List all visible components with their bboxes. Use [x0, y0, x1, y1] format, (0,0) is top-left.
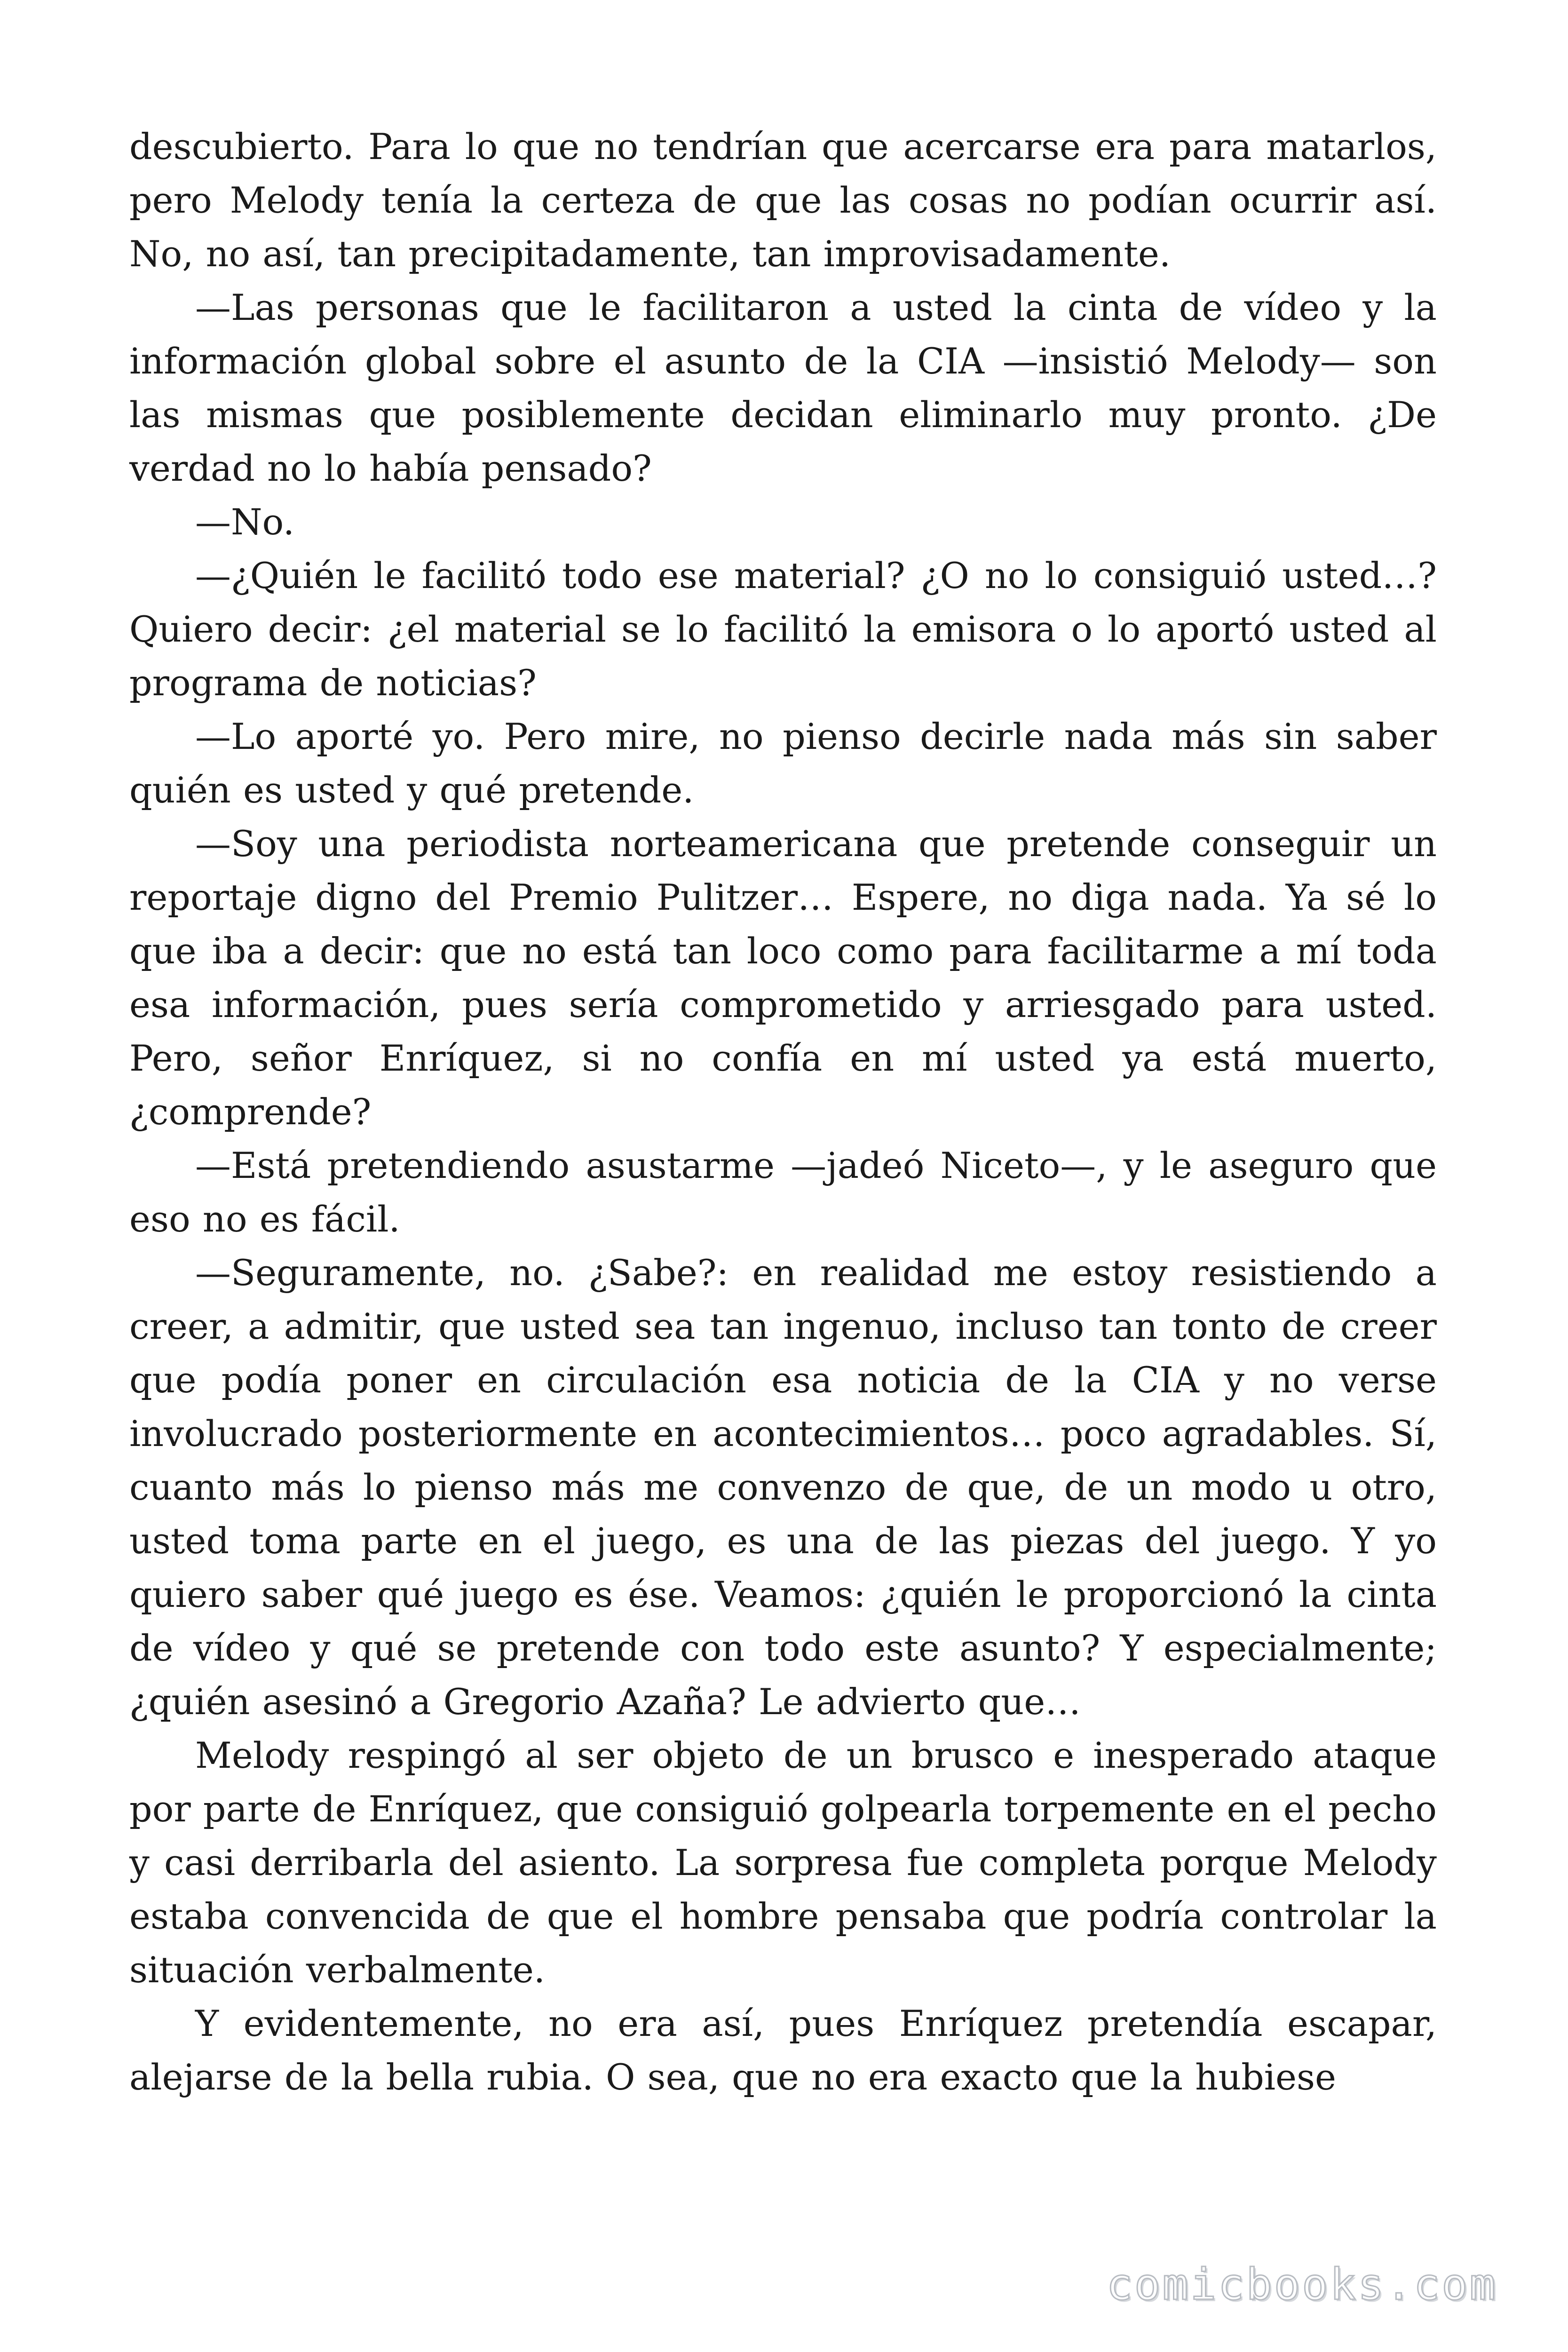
- paragraph: —Las personas que le facilitaron a usted la cinta de vídeo y la información global sobre el asunto de la CIA —insistió Melody— son las mismas que posiblemente decidan eliminarlo muy pronto. ¿De verdad no lo había pensado?: [129, 286, 1437, 489]
- paragraph: —No.: [195, 501, 295, 543]
- paragraph: descubierto. Para lo que no tendrían que acercarse era para matarlos, pero Melody tenía la certeza de que las cosas no podían ocurrir así. No, no así, tan precipitadamente, tan improvisadamente.: [129, 126, 1437, 275]
- paragraph: Melody respingó al ser objeto de un brusco e inesperado ataque por parte de Enríquez, que consiguió golpearla torpemente en el pecho y casi derribarla del asiento. La sorpresa fue completa porque Melody estaba convencida de que el hombre pensaba que podría controlar la situación verbalmente.: [129, 1734, 1437, 1991]
- paragraph: —Soy una periodista norteamericana que pretende conseguir un reportaje digno del Premio Pulitzer… Espere, no diga nada. Ya sé lo que iba a decir: que no está tan loco como para facilitarme a mí toda esa información, pues sería comprometido y arriesgado para usted. Pero, señor Enríquez, si no confía en mí usted ya está muerto, ¿comprende?: [129, 823, 1437, 1133]
- paragraph: Y evidentemente, no era así, pues Enríquez pretendía escapar, alejarse de la bella rubia. O sea, que no era exacto que la hubiese: [129, 2002, 1437, 2098]
- site-watermark: comicbooks.com: [1106, 2259, 1497, 2310]
- paragraph: —Está pretendiendo asustarme —jadeó Niceto—, y le aseguro que eso no es fácil.: [129, 1144, 1437, 1240]
- page-body-text: [129, 120, 1437, 2104]
- paragraph: —Seguramente, no. ¿Sabe?: en realidad me estoy resistiendo a creer, a admitir, que usted sea tan ingenuo, incluso tan tonto de creer que podía poner en circulación esa noticia de la CIA y no verse involucrado posteriormente en acontecimientos… poco agradables. Sí, cuanto más lo pienso más me convenzo de que, de un modo u otro, usted toma parte en el juego, es una de las piezas del juego. Y yo quiero saber qué juego es ése. Veamos: ¿quién le proporcionó la cinta de vídeo y qué se pretende con todo este asunto? Y especialmente; ¿quién asesinó a Gregorio Azaña? Le advierto que…: [129, 1252, 1437, 1723]
- paragraph: —¿Quién le facilitó todo ese material? ¿O no lo consiguió usted…? Quiero decir: ¿el material se lo facilitó la emisora o lo aportó usted al programa de noticias?: [129, 555, 1437, 704]
- paragraph: —Lo aporté yo. Pero mire, no pienso decirle nada más sin saber quién es usted y qué pretende.: [129, 715, 1437, 811]
